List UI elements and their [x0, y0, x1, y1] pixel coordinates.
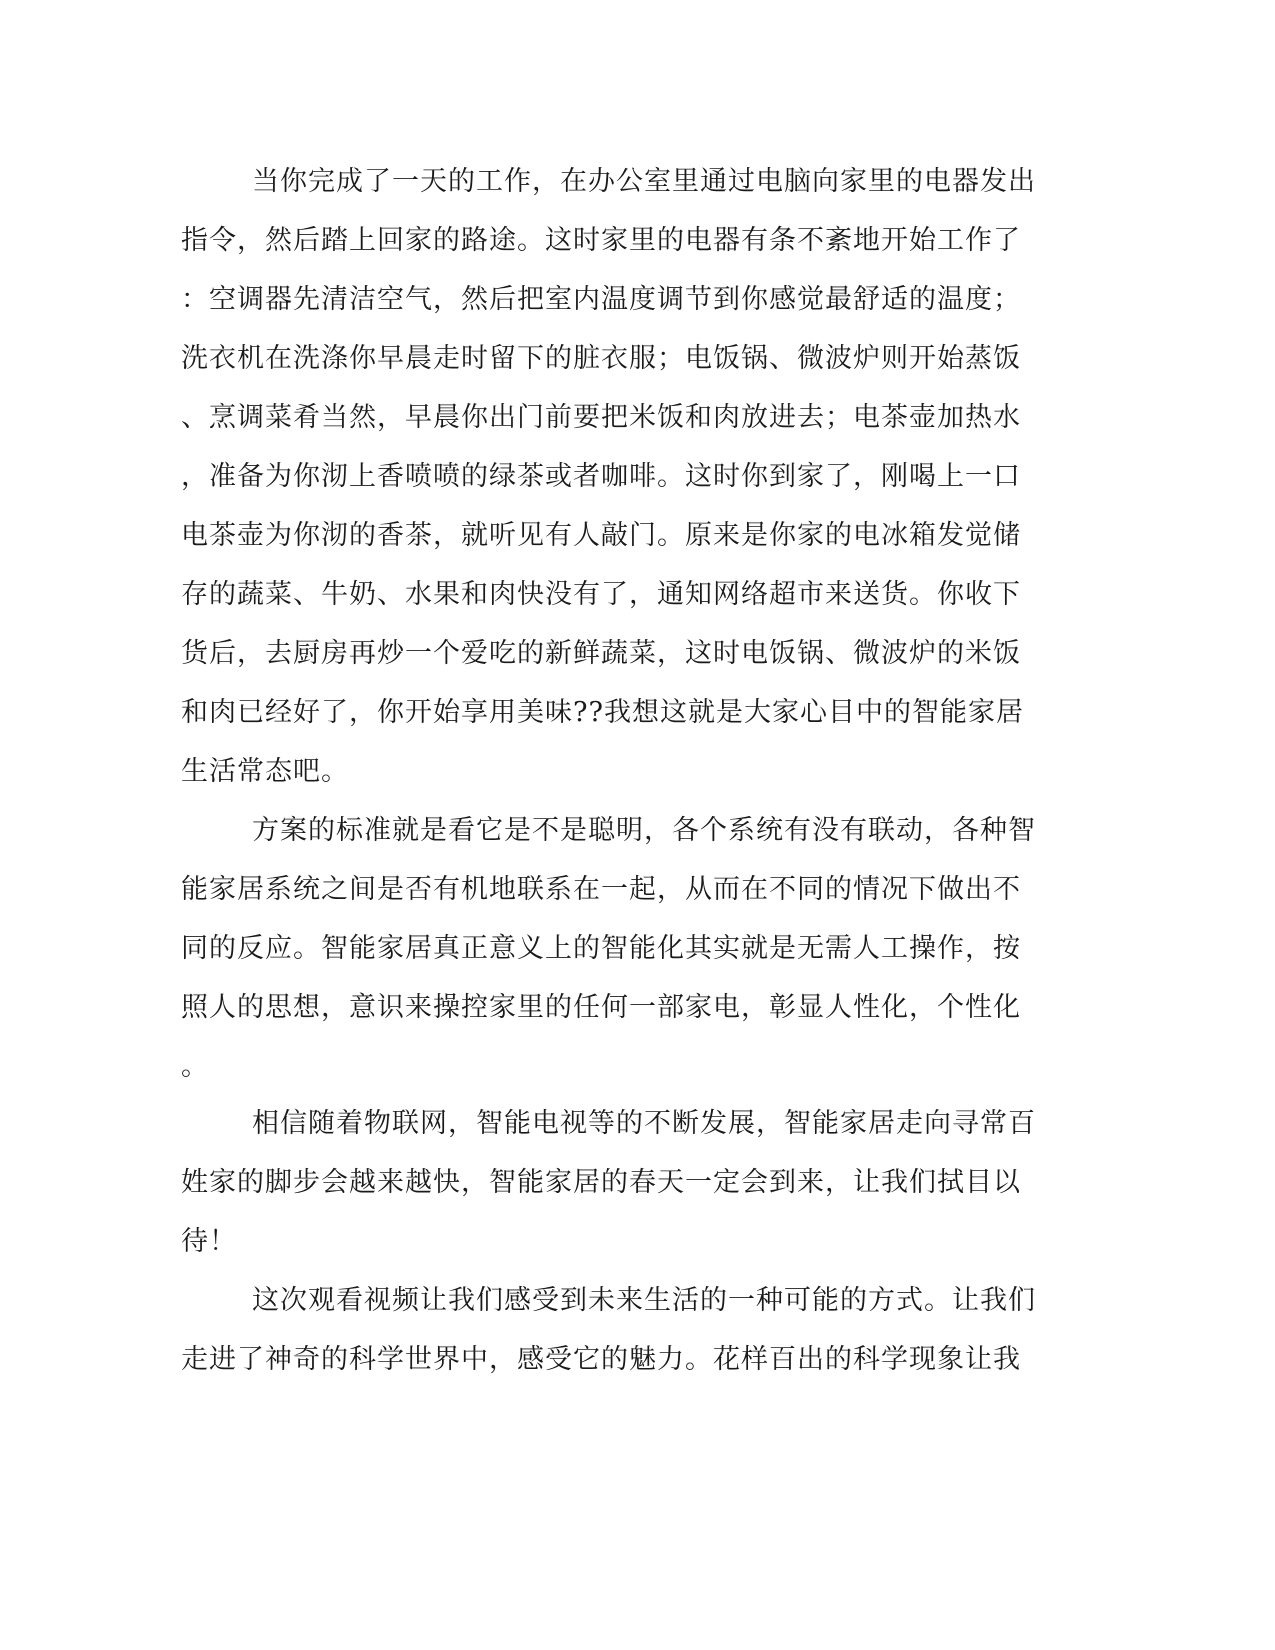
text-line: 和肉已经好了，你开始享用美味??我想这就是大家心目中的智能家居: [181, 697, 1024, 728]
text-line: 照人的思想，意识来操控家里的任何一部家电，彰显人性化，个性化: [181, 992, 1021, 1023]
text-line: 当你完成了一天的工作，在办公室里通过电脑向家里的电器发出: [252, 166, 1036, 197]
text-line: 这次观看视频让我们感受到未来生活的一种可能的方式。让我们: [252, 1285, 1036, 1316]
text-line: 同的反应。智能家居真正意义上的智能化其实就是无需人工操作，按: [181, 933, 1021, 964]
text-line: ：空调器先清洁空气，然后把室内温度调节到你感觉最舒适的温度；: [181, 284, 1021, 315]
text-line: 能家居系统之间是否有机地联系在一起，从而在不同的情况下做出不: [181, 874, 1021, 905]
text-line: 存的蔬菜、牛奶、水果和肉快没有了，通知网络超市来送货。你收下: [181, 579, 1021, 610]
text-line: 。: [181, 1051, 209, 1082]
text-line: ，准备为你沏上香喷喷的绿茶或者咖啡。这时你到家了，刚喝上一口: [181, 461, 1021, 492]
text-line: 洗衣机在洗涤你早晨走时留下的脏衣服；电饭锅、微波炉则开始蒸饭: [181, 343, 1021, 374]
text-line: 姓家的脚步会越来越快，智能家居的春天一定会到来，让我们拭目以: [181, 1167, 1021, 1198]
text-line: 方案的标准就是看它是不是聪明，各个系统有没有联动，各种智: [252, 815, 1036, 846]
text-line: 待！: [181, 1226, 237, 1257]
text-line: 、烹调菜肴当然，早晨你出门前要把米饭和肉放进去；电茶壶加热水: [181, 402, 1021, 433]
text-line: 生活常态吧。: [181, 756, 349, 787]
text-line: 相信随着物联网，智能电视等的不断发展，智能家居走向寻常百: [252, 1108, 1036, 1139]
text-line: 货后，去厨房再炒一个爱吃的新鲜蔬菜，这时电饭锅、微波炉的米饭: [181, 638, 1021, 669]
text-line: 指令，然后踏上回家的路途。这时家里的电器有条不紊地开始工作了: [181, 225, 1021, 256]
text-line: 走进了神奇的科学世界中，感受它的魅力。花样百出的科学现象让我: [181, 1344, 1021, 1375]
text-line: 电茶壶为你沏的香茶，就听见有人敲门。原来是你家的电冰箱发觉储: [181, 520, 1021, 551]
